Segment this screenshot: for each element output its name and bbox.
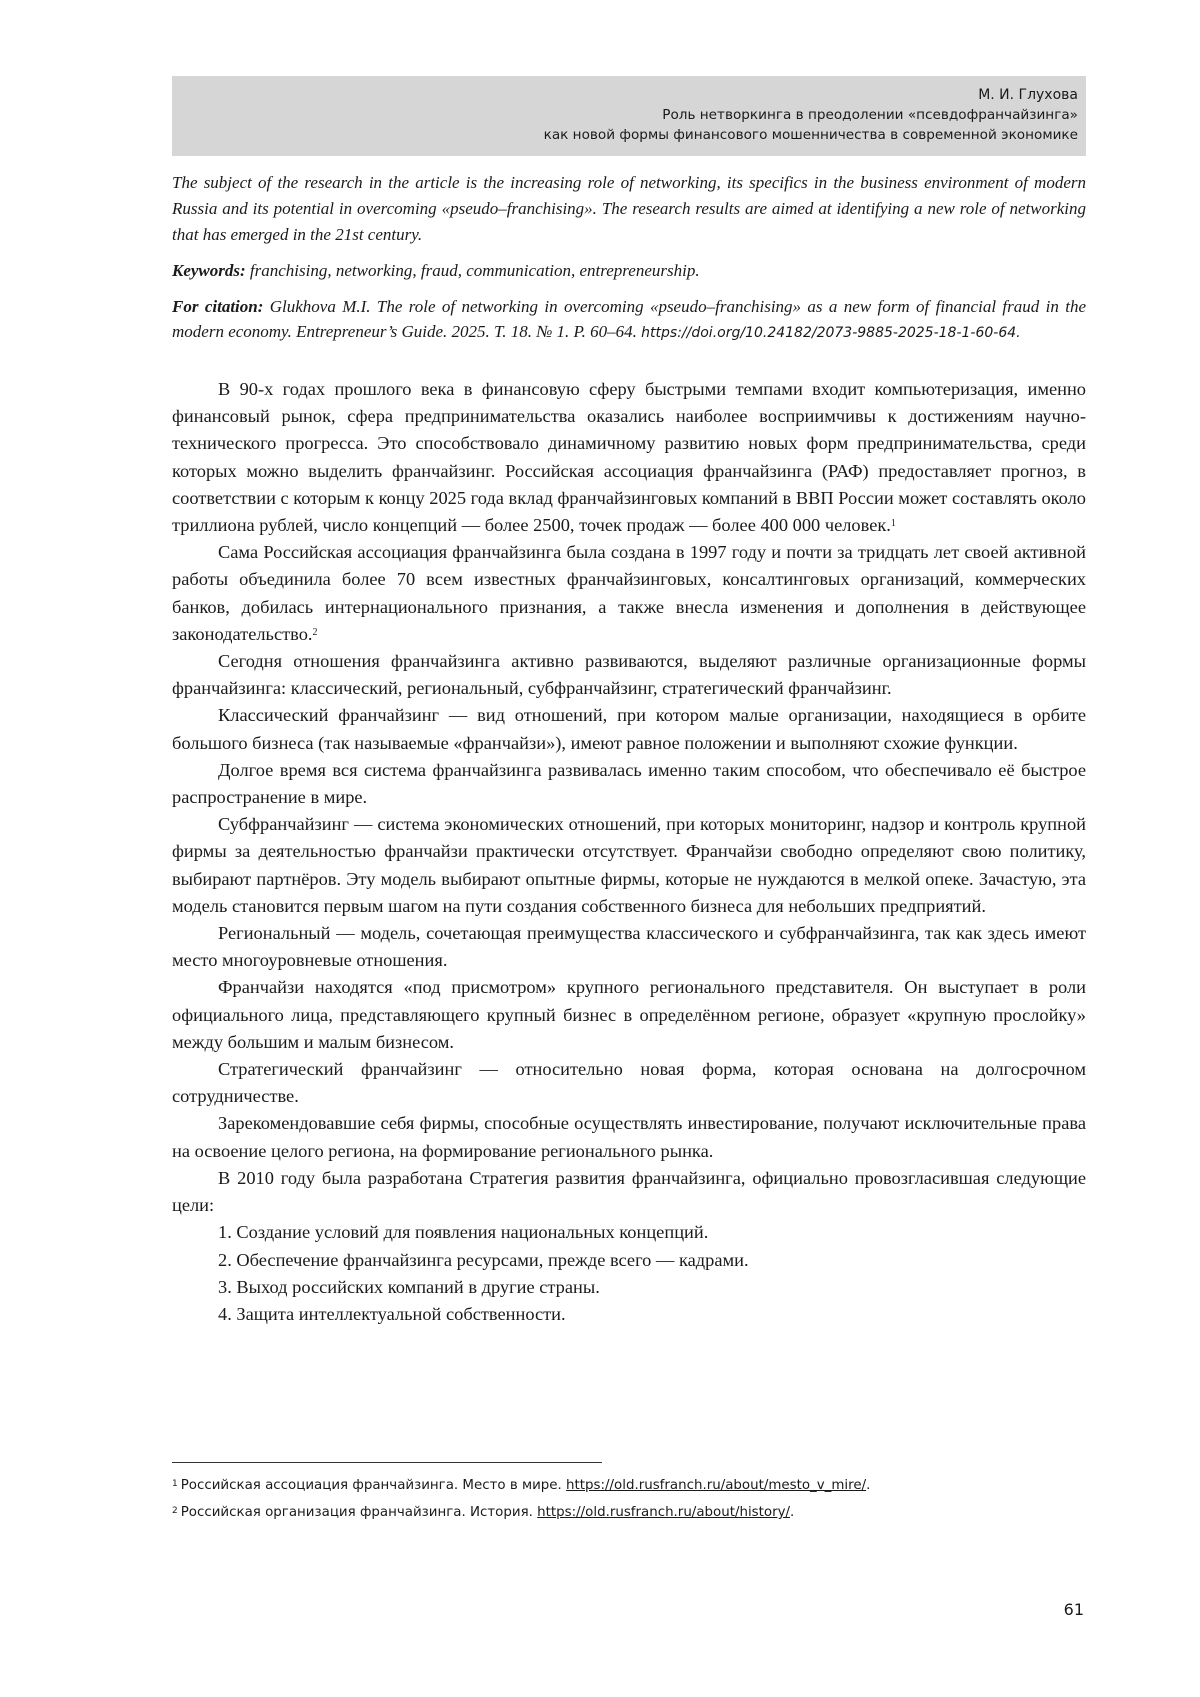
header-title-line-1: Роль нетворкинга в преодолении «псевдофранчайзинга» [662,107,1078,123]
goal-list-item: 4. Защита интеллектуальной собственности. [218,1303,566,1324]
abstract-block [172,170,1086,356]
footnote-number: 2 [172,1506,178,1516]
paragraph-11: В 2010 году была разработана Стратегия развития франчайзинга, официально провозгласившая следующие цели: [172,1167,1086,1216]
keywords-label: Keywords: [172,261,246,280]
abstract-text: The subject of the research in the article is the increasing role of networking, its specifics in the business environment of modern Russia and its potential in overcoming «pseudo–franchising». The research results are aimed at identifying a new role of networking that has emerged in the 21st century. [172,173,1086,244]
header-title-line-2: как новой формы финансового мошенничества в современной экономике [543,127,1078,143]
footnote-1 [172,1472,1086,1499]
paragraph-2-text: Сама Российская ассоциация франчайзинга была создана в 1997 году и почти за тридцать лет своей активной работы объединила более 70 всем известных франчайзинговых, консалтинговых организаций, коммерческих банков, добилась интернационального признания, а также внесла изменения и дополнения в действующее законодательство. [172,542,1086,644]
footnote-end: . [790,1505,795,1520]
paragraph-8: Франчайзи находятся «под присмотром» крупного регионального представителя. Он выступает в роли официального лица, представляющего крупный бизнес в определённом регионе, образует «крупную прослойку» между большим и малым бизнесом. [172,977,1086,1052]
citation [172,294,1086,346]
goal-list-item: 3. Выход российских компаний в другие страны. [218,1276,600,1297]
paragraph-2 [172,539,1086,648]
header-author: М. И. Глухова [978,87,1078,103]
paragraph-1 [172,376,1086,539]
paragraph-9: Стратегический франчайзинг — относительно новая форма, которая основана на долгосрочном сотрудничестве. [172,1059,1086,1107]
keywords-text: franchising, networking, fraud, communication, entrepreneurship. [245,261,700,280]
footnote-end: . [866,1478,871,1493]
citation-text: Glukhova M.I. The role of networking in overcoming «pseudo–franchising» as a new form of financial fraud in the modern economy. Entrepreneur’s Guide. 2025. T. 18. № 1. P. 60–64. [172,297,1086,341]
paragraph-3: Сегодня отношения франчайзинга активно развиваются, выделяют различные организационные формы франчайзинга: классический, региональный, субфранчайзинг, стратегический франчайзинг. [172,651,1086,699]
citation-label: For citation: [172,297,264,316]
paragraph-10: Зарекомендовавшие себя фирмы, способные осуществлять инвестирование, получают исключительные права на освоение целого региона, на формирование регионального рынка. [172,1113,1086,1161]
page-number: 61 [1063,1600,1084,1619]
paragraph-1-text: В 90-х годах прошлого века в финансовую сферу быстрыми темпами входит компьютеризация, именно финансовый рынок, сфера предпринимательства оказались наиболее восприимчивы к достижениям научно-технического прогресса. Это способствовало динамичному развитию новых форм предпринимательства, среди которых можно выделить франчайзинг. Российская ассоциация франчайзинга (РАФ) предоставляет прогноз, в соответствии с которым к концу 2025 года вклад франчайзинговых компаний в ВВП России может составлять около триллиона рублей, число концепций — более 2500, точек продаж — более 400 000 человек. [172,379,1086,536]
footnote-number: 1 [172,1479,178,1489]
footnote-text: Российская организация франчайзинга. История. [180,1505,538,1520]
footnote-link[interactable]: https://old.rusfranch.ru/about/history/ [537,1505,791,1520]
paragraph-7: Региональный — модель, сочетающая преимущества классического и субфранчайзинга, так как здесь имеют место многоуровневые отношения. [172,923,1086,971]
footnote-2 [172,1499,1086,1526]
footnote-link[interactable]: https://old.rusfranch.ru/about/mesto_v_mire/ [566,1478,867,1493]
doi-link[interactable]: https://doi.org/10.24182/2073-9885-2025-18-1-60-64. [641,325,1021,341]
footnote-text: Российская ассоциация франчайзинга. Место в мире. [180,1478,567,1493]
goal-list-item: 2. Обеспечение франчайзинга ресурсами, прежде всего — кадрами. [218,1249,749,1270]
footnotes [172,1472,1086,1526]
footnote-ref-2[interactable]: 2 [312,626,318,638]
keywords [172,258,1086,284]
footnote-divider [172,1462,602,1463]
running-header [172,76,1086,156]
paragraph-4: Классический франчайзинг — вид отношений, при котором малые организации, находящиеся в орбите большого бизнеса (так называемые «франчайзи»), имеют равное положении и выполняют схожие функции. [172,705,1086,753]
paragraph-6: Субфранчайзинг — система экономических отношений, при которых мониторинг, надзор и контроль крупной фирмы за деятельностью франчайзи практически отсутствует. Франчайзи свободно определяют свою политику, выбирают партнёров. Эту модель выбирают опытные фирмы, которые не нуждаются в мелкой опеке. Зачастую, эта модель становится первым шагом на пути создания собственного бизнеса для небольших предприятий. [172,814,1086,916]
goal-list-item: 1. Создание условий для появления национальных концепций. [218,1222,709,1243]
footnote-ref-1[interactable]: 1 [890,518,896,530]
article-body [172,376,1086,1328]
paragraph-5: Долгое время вся система франчайзинга развивалась именно таким способом, что обеспечивало её быстрое распространение в мире. [172,759,1086,808]
